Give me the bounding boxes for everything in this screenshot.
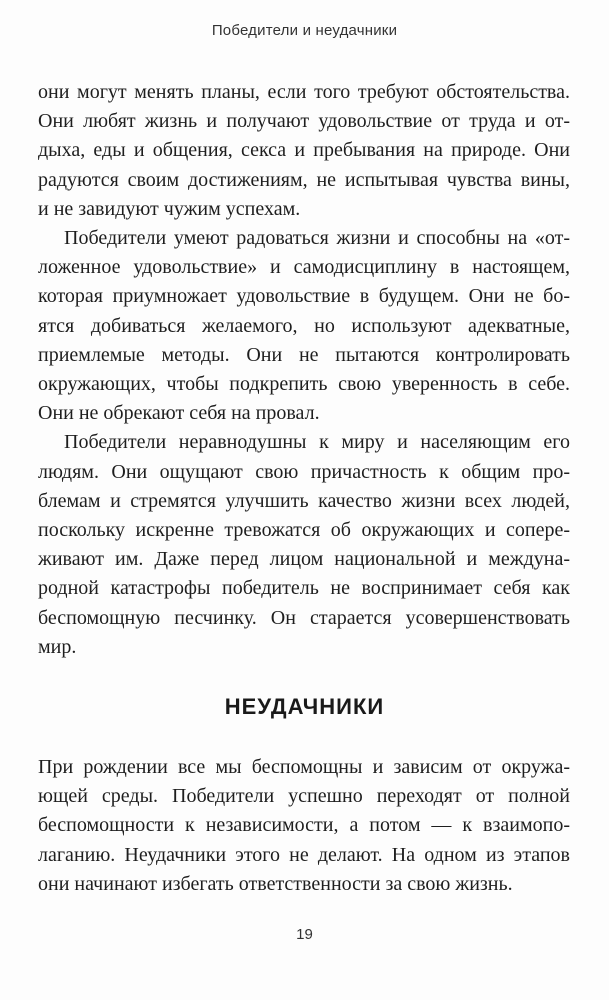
text-line: ющей среды. Победители успешно переходят от полной xyxy=(38,785,570,808)
text-line: блемам и стремятся улучшить качество жизни всех людей, xyxy=(38,489,570,512)
text-line: они начинают избегать ответственности за свою жизнь. xyxy=(38,872,513,895)
paragraph xyxy=(38,78,570,224)
text-line: живают им. Даже перед лицом национальной и междуна- xyxy=(38,548,570,571)
text-line: Победители умеют радоваться жизни и способны на «от- xyxy=(64,227,570,250)
text-line: людям. Они ощущают свою причастность к общим про- xyxy=(38,460,570,483)
text-line: Они любят жизнь и получают удовольствие от труда и от- xyxy=(38,110,570,133)
section-heading: НЕУДАЧНИКИ xyxy=(224,694,385,719)
paragraph xyxy=(38,428,570,662)
text-line: При рождении все мы беспомощны и зависим от окружа- xyxy=(38,756,570,778)
text-line: Победители неравнодушны к миру и населяющим его xyxy=(64,431,570,454)
text-line: родной катастрофы победитель не воспринимает себя как xyxy=(38,577,570,600)
text-line: Они не обрекают себя на провал. xyxy=(38,402,320,425)
text-line: мир. xyxy=(38,635,77,658)
body-text-top xyxy=(38,78,570,662)
text-line: ложенное удовольствие» и самодисциплину в настоящем, xyxy=(38,256,570,279)
text-line: беспомощности к независимости, а потом — к взаимопо- xyxy=(38,814,570,837)
text-line: поскольку искренне тревожатся об окружающих и сопере- xyxy=(38,519,570,542)
text-line: окружающих, чтобы подкрепить свою уверенность в себе. xyxy=(38,373,570,396)
text-line: приемлемые методы. Они не пытаются контролировать xyxy=(38,343,570,366)
paragraph xyxy=(38,753,570,899)
text-line: радуются своим достижениям, не испытывая чувства вины, xyxy=(38,168,570,191)
text-line: которая приумножает удовольствие в будущем. Они не бо- xyxy=(38,285,570,308)
text-line: беспомощную песчинку. Он старается усовершенствовать xyxy=(38,606,570,629)
text-line: лаганию. Неудачники этого не делают. На одном из этапов xyxy=(38,843,570,866)
text-line: ятся добиваться желаемого, но используют адекватные, xyxy=(38,314,570,337)
body-text-bottom xyxy=(38,753,570,899)
text-line: они могут менять планы, если того требуют обстоятельства. xyxy=(38,81,570,103)
paragraph xyxy=(38,224,570,428)
running-head: Победители и неудачники xyxy=(211,22,398,39)
text-line: дыха, еды и общения, секса и пребывания на природе. Они xyxy=(38,139,570,162)
page-number: 19 xyxy=(296,926,313,943)
text-line: и не завидуют чужим успехам. xyxy=(38,197,301,220)
